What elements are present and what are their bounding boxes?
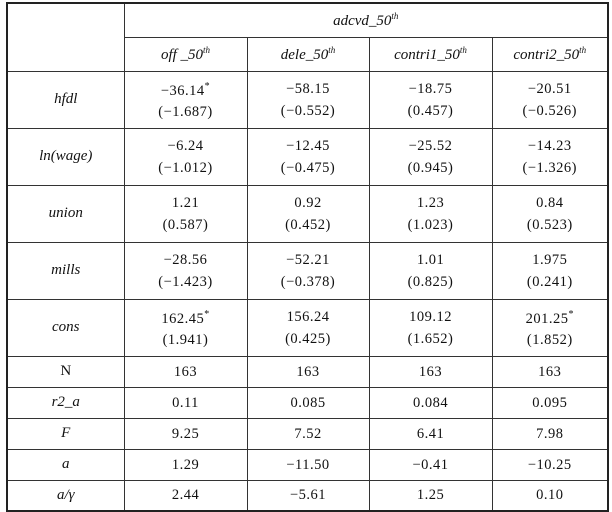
coefficient-value: −6.24 <box>167 137 204 154</box>
coefficient-value: 0.84 <box>536 194 564 211</box>
coefficient <box>248 306 369 328</box>
coefficient-value: −25.52 <box>408 137 453 154</box>
column-header-sup: th <box>328 44 336 55</box>
stat-row <box>7 449 608 480</box>
row-label: a/γ <box>7 480 124 511</box>
coefficient <box>125 304 247 330</box>
coefficient <box>370 249 492 271</box>
stat-value: −5.61 <box>247 480 369 511</box>
coefficient-value: 1.01 <box>416 251 445 268</box>
coefficient <box>125 249 247 271</box>
coefficient-value: 1.21 <box>171 194 200 211</box>
stat-value: 163 <box>492 356 608 387</box>
t-statistic: (−0.378) <box>280 273 336 290</box>
coef-cell <box>247 299 369 356</box>
coefficient-value: −58.15 <box>286 80 330 97</box>
coefficient <box>493 304 608 330</box>
coef-cell <box>124 299 247 356</box>
stat-row <box>7 387 608 418</box>
stat-value: −11.50 <box>247 449 369 480</box>
regression-table <box>6 2 609 512</box>
coef-cell <box>492 185 608 242</box>
corner-cell <box>7 3 124 71</box>
t-statistic: (1.941) <box>162 332 209 349</box>
coef-cell <box>369 185 492 242</box>
stat-value: 163 <box>124 356 247 387</box>
stat-value: 0.10 <box>492 480 608 511</box>
t-statistic: (−1.326) <box>522 159 577 176</box>
stat-value: 1.29 <box>124 449 247 480</box>
coefficient <box>493 249 608 271</box>
t-statistic: (0.825) <box>407 273 454 290</box>
coefficient-value: 0.92 <box>294 194 322 211</box>
coef-cell <box>124 242 247 299</box>
column-header-name: contri2_50 <box>513 46 580 63</box>
row-label: cons <box>7 299 124 356</box>
stat-value: −0.41 <box>369 449 492 480</box>
table-row <box>7 299 608 356</box>
coefficient-value: −28.56 <box>163 251 208 268</box>
coefficient-value: −20.51 <box>527 80 572 97</box>
coefficient-value: 201.25 <box>525 310 569 327</box>
coefficient-value: −52.21 <box>286 251 330 268</box>
row-label: union <box>7 185 124 242</box>
table-row <box>7 71 608 128</box>
coefficient-value: 109.12 <box>409 308 452 325</box>
coefficient <box>493 78 608 100</box>
coef-cell <box>124 71 247 128</box>
significance-star: * <box>204 308 210 320</box>
table-row <box>7 242 608 299</box>
stat-row <box>7 418 608 449</box>
stat-row <box>7 356 608 387</box>
group-header: adcvd_50th <box>124 3 608 37</box>
column-header-name: off _50 <box>160 46 204 63</box>
t-statistic: (−1.687) <box>158 104 213 121</box>
t-statistic: (0.587) <box>162 216 209 233</box>
coef-cell <box>247 185 369 242</box>
stat-row <box>7 480 608 511</box>
coefficient <box>493 135 608 157</box>
coef-cell <box>492 128 608 185</box>
stat-value: 0.084 <box>369 387 492 418</box>
row-label: hfdl <box>7 71 124 128</box>
column-header-sup: th <box>459 44 467 55</box>
coefficient <box>493 192 608 214</box>
stat-value: 7.52 <box>247 418 369 449</box>
table-row <box>7 185 608 242</box>
t-statistic: (−0.552) <box>280 102 336 119</box>
column-header-name: contri1_50 <box>394 46 460 63</box>
coef-cell <box>492 299 608 356</box>
row-label: N <box>7 356 124 387</box>
coefficient <box>248 135 369 157</box>
row-label: ln(wage) <box>7 128 124 185</box>
row-label: F <box>7 418 124 449</box>
coefficient-value: 156.24 <box>286 308 330 325</box>
t-statistic: (1.852) <box>526 332 573 349</box>
row-label: a <box>7 449 124 480</box>
t-statistic: (0.241) <box>526 273 573 290</box>
coefficient <box>370 192 492 214</box>
coef-cell <box>369 128 492 185</box>
coef-cell <box>124 128 247 185</box>
coefficient-value: 162.45 <box>161 310 205 327</box>
t-statistic: (−0.475) <box>280 159 336 176</box>
coef-cell <box>369 299 492 356</box>
t-statistic: (0.452) <box>285 216 331 233</box>
coefficient <box>370 135 492 157</box>
column-header-sup: th <box>203 44 211 55</box>
column-header <box>247 37 369 71</box>
coefficient-value: −12.45 <box>286 137 330 154</box>
coefficient <box>248 192 369 214</box>
stat-value: 2.44 <box>124 480 247 511</box>
coefficient <box>125 192 247 214</box>
coef-cell <box>369 71 492 128</box>
coef-cell <box>369 242 492 299</box>
t-statistic: (1.023) <box>407 216 454 233</box>
t-statistic: (0.457) <box>407 102 454 119</box>
coefficient <box>125 76 247 102</box>
t-statistic: (0.425) <box>285 330 331 347</box>
t-statistic: (1.652) <box>407 330 454 347</box>
coefficient <box>370 306 492 328</box>
row-label: mills <box>7 242 124 299</box>
column-header <box>492 37 608 71</box>
t-statistic: (0.945) <box>407 159 454 176</box>
stat-value: 0.085 <box>247 387 369 418</box>
column-header-sup: th <box>579 44 587 55</box>
t-statistic: (−1.423) <box>158 273 213 290</box>
stat-value: 0.11 <box>124 387 247 418</box>
coef-cell <box>247 242 369 299</box>
coefficient <box>248 249 369 271</box>
coefficient-value: 1.975 <box>532 251 568 268</box>
stat-value: 7.98 <box>492 418 608 449</box>
stat-value: 9.25 <box>124 418 247 449</box>
stat-value: 0.095 <box>492 387 608 418</box>
row-label: r2_a <box>7 387 124 418</box>
table-row <box>7 128 608 185</box>
column-header <box>124 37 247 71</box>
stat-value: 163 <box>247 356 369 387</box>
coef-cell <box>492 71 608 128</box>
t-statistic: (−0.526) <box>522 102 577 119</box>
coefficient-value: −36.14 <box>160 82 205 99</box>
coef-cell <box>247 128 369 185</box>
coef-cell <box>124 185 247 242</box>
significance-star: * <box>204 80 211 92</box>
coefficient <box>125 135 247 157</box>
significance-star: * <box>568 308 574 320</box>
stat-value: 163 <box>369 356 492 387</box>
coef-cell <box>492 242 608 299</box>
coefficient-value: −18.75 <box>408 80 453 97</box>
t-statistic: (0.523) <box>526 216 573 233</box>
column-header <box>369 37 492 71</box>
coef-cell <box>247 71 369 128</box>
coefficient-value: −14.23 <box>527 137 572 154</box>
column-header-name: dele_50 <box>280 46 329 63</box>
coefficient <box>370 78 492 100</box>
t-statistic: (−1.012) <box>158 159 213 176</box>
coefficient <box>248 78 369 100</box>
stat-value: −10.25 <box>492 449 608 480</box>
stat-value: 6.41 <box>369 418 492 449</box>
stat-value: 1.25 <box>369 480 492 511</box>
coefficient-value: 1.23 <box>416 194 445 211</box>
